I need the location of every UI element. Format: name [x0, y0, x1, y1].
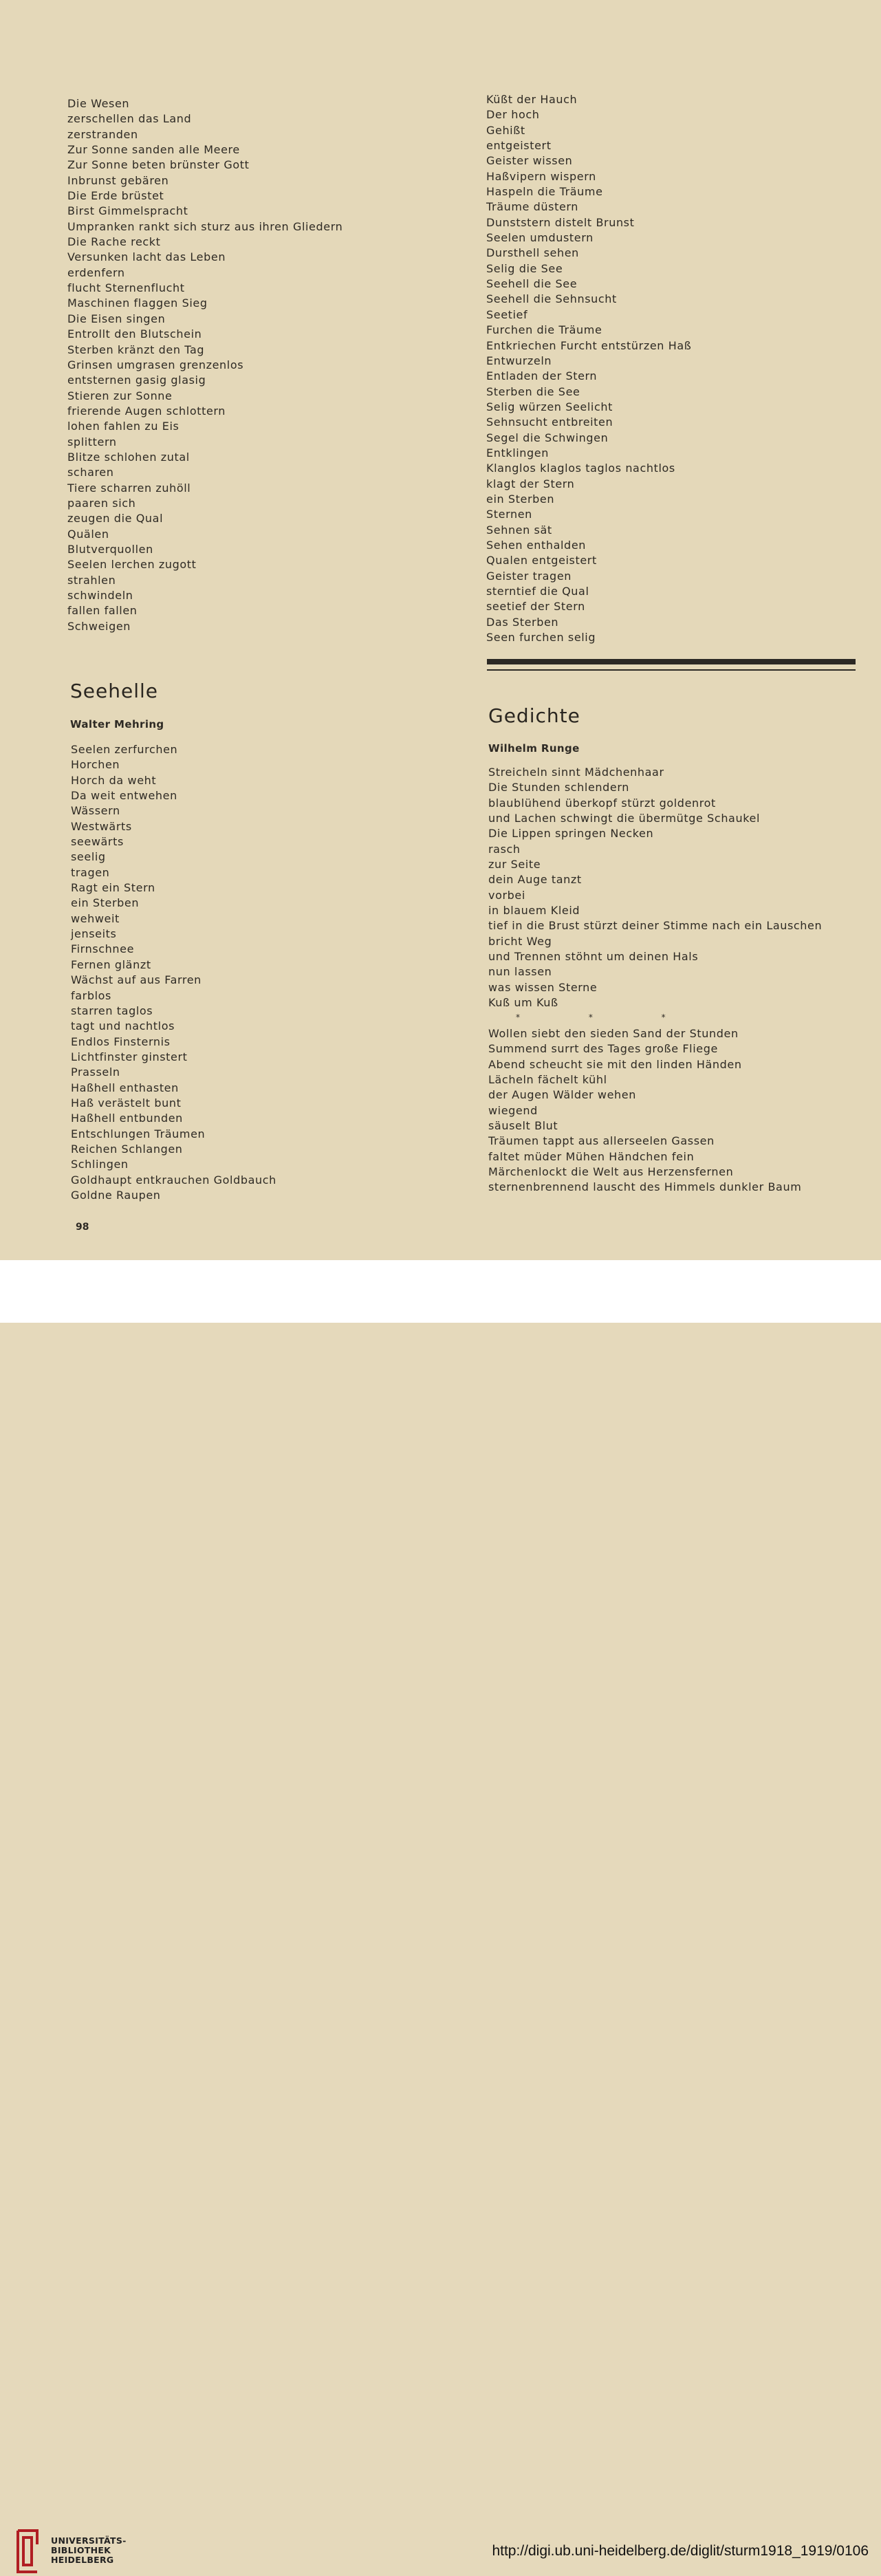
poem-author-mehring: Walter Mehring: [70, 718, 164, 730]
poem-line: Endlos Finsternis: [71, 1035, 171, 1048]
poem-line: Umpranken rankt sich sturz aus ihren Gliedern: [67, 219, 343, 233]
poem-line: Träumen tappt aus allerseelen Gassen: [488, 1134, 715, 1148]
poem-line: wiegend: [488, 1103, 538, 1117]
poem-line: Blitze schlohen zutal: [67, 450, 190, 464]
library-name-line2: BIBLIOTHEK: [51, 2545, 111, 2555]
poem-line: und Trennen stöhnt um deinen Hals: [488, 950, 699, 964]
poem-line: Geister wissen: [486, 154, 573, 168]
poem-line: in blauem Kleid: [488, 904, 580, 918]
poem-line: Sehnen sät: [486, 523, 552, 537]
poem-line: Goldne Raupen: [71, 1188, 161, 1202]
poem-line: Grinsen umgrasen grenzenlos: [67, 358, 244, 371]
poem-line: Märchenlockt die Welt aus Herzensfernen: [488, 1165, 734, 1178]
poem-author-runge: Wilhelm Runge: [488, 742, 580, 755]
poem-line: Wässern: [71, 804, 120, 818]
poem-line: Wächst auf aus Farren: [71, 973, 202, 987]
poem-line: dein Auge tanzt: [488, 873, 582, 887]
poem-line: erdenfern: [67, 266, 125, 279]
poem-line: splittern: [67, 435, 117, 448]
poem-line: Sterben kränzt den Tag: [67, 343, 205, 356]
poem-line: Birst Gimmelspracht: [67, 204, 188, 218]
poem-line: Wollen siebt den sieden Sand der Stunden: [488, 1026, 739, 1040]
poem-line: Dunststern distelt Brunst: [486, 215, 635, 229]
poem-line: Westwärts: [71, 819, 132, 833]
poem-line: seelig: [71, 850, 106, 864]
poem-line: Klanglos klaglos taglos nachtlos: [486, 462, 675, 475]
footer-bar: [0, 1260, 881, 2565]
poem-line: jenseits: [71, 927, 117, 941]
poem-line: rasch: [488, 842, 521, 856]
poem-line: Segel die Schwingen: [486, 431, 609, 444]
poem-line: Die Rache reckt: [67, 235, 161, 249]
library-name-line1: UNIVERSITÄTS-: [51, 2535, 127, 2546]
poem-line: Sehen enthalden: [486, 538, 586, 552]
poem-line: Haßvipern wispern: [486, 169, 596, 183]
poem-line: zerstranden: [67, 127, 138, 141]
poem-line: Träume düstern: [486, 200, 579, 214]
poem-line: Reichen Schlangen: [71, 1142, 183, 1156]
poem-line: vorbei: [488, 888, 525, 902]
poem-line: säuselt Blut: [488, 1118, 558, 1132]
poem-line: zur Seite: [488, 858, 541, 872]
poem-line: Da weit entwehen: [71, 789, 177, 803]
poem-line: Entladen der Stern: [486, 369, 598, 383]
poem-line: flucht Sternenflucht: [67, 281, 185, 295]
library-logo-icon: [10, 2526, 44, 2576]
page-number: 98: [76, 1222, 89, 1233]
poem-continuation-left: [67, 96, 342, 634]
poem-line: Haspeln die Träume: [486, 185, 603, 199]
poem-line: tagt und nachtlos: [71, 1019, 175, 1033]
poem-line: Inbrunst gebären: [67, 173, 169, 187]
poem-line: Sterben die See: [486, 385, 580, 398]
poem-line: Blutverquollen: [67, 542, 153, 556]
source-url-link[interactable]: http://digi.ub.uni-heidelberg.de/diglit/sturm1918_1919/0106: [492, 2543, 869, 2559]
poem-body-gedichte: [488, 765, 822, 1195]
poem-line: Streicheln sinnt Mädchenhaar: [488, 766, 664, 779]
poem-line: Selig die See: [486, 261, 563, 275]
poem-line: Geister tragen: [486, 569, 572, 583]
poem-line: Tiere scharren zuhöll: [67, 481, 191, 495]
poem-line: Die Wesen: [67, 97, 130, 110]
poem-line: Schlingen: [71, 1158, 129, 1171]
poem-line: sternenbrennend lauscht des Himmels dunkler Baum: [488, 1180, 802, 1194]
poem-line: zeugen die Qual: [67, 512, 164, 526]
poem-line: Lichtfinster ginstert: [71, 1050, 188, 1063]
poem-line: Gehißt: [486, 123, 525, 137]
poem-line: Haßhell entbunden: [71, 1112, 183, 1125]
poem-line: Furchen die Träume: [486, 323, 602, 337]
poem-line: starren taglos: [71, 1004, 153, 1017]
poem-line: Entschlungen Träumen: [71, 1127, 206, 1140]
poem-body-seehelle: [71, 742, 276, 1203]
poem-line: tragen: [71, 865, 110, 879]
poem-line: Horchen: [71, 758, 120, 772]
poem-line: Sternen: [486, 508, 532, 521]
poem-line: Firnschnee: [71, 942, 135, 956]
poem-line: und Lachen schwingt die übermütge Schaukel: [488, 812, 760, 825]
poem-line: Schweigen: [67, 619, 131, 633]
poem-line: Entkriechen Furcht entstürzen Haß: [486, 338, 692, 352]
poem-line: entgeistert: [486, 139, 552, 153]
poem-line: Entrollt den Blutschein: [67, 327, 202, 341]
poem-line: fallen fallen: [67, 604, 138, 618]
poem-line: Zur Sonne beten brünster Gott: [67, 158, 250, 172]
poem-line: strahlen: [67, 573, 116, 587]
poem-line: ein Sterben: [71, 896, 140, 910]
poem-line: Summend surrt des Tages große Fliege: [488, 1042, 718, 1056]
poem-line: frierende Augen schlottern: [67, 404, 226, 418]
poem-line: Die Stunden schlendern: [488, 781, 629, 794]
poem-title-seehelle: Seehelle: [70, 680, 158, 702]
poem-line: Ragt ein Stern: [71, 881, 155, 895]
poem-line: Fernen glänzt: [71, 957, 151, 971]
poem-line: Versunken lacht das Leben: [67, 250, 226, 264]
poem-line: Die Erde brüstet: [67, 189, 164, 203]
poem-line: zerschellen das Land: [67, 112, 192, 126]
poem-line: Horch da weht: [71, 773, 157, 787]
poem-line: ein Sterben: [486, 492, 555, 506]
poem-line: Seelen zerfurchen: [71, 743, 178, 756]
poem-line: Stieren zur Sonne: [67, 389, 173, 402]
poem-line: was wissen Sterne: [488, 980, 598, 994]
poem-line: entsternen gasig glasig: [67, 374, 206, 387]
poem-line: Maschinen flaggen Sieg: [67, 296, 208, 310]
poem-line: wehweit: [71, 911, 120, 925]
poem-line: Die Eisen singen: [67, 312, 166, 325]
poem-line: Die Lippen springen Necken: [488, 827, 654, 841]
library-name: [51, 2536, 127, 2565]
poem-line: scharen: [67, 466, 114, 479]
poem-line: nun lassen: [488, 965, 552, 979]
library-name-line3: HEIDELBERG: [51, 2555, 114, 2565]
poem-line: Lächeln fächelt kühl: [488, 1072, 607, 1086]
poem-line: Dursthell sehen: [486, 246, 579, 260]
poem-line: tief in die Brust stürzt deiner Stimme nach ein Lauschen: [488, 919, 823, 933]
poem-line: blaublühend überkopf stürzt goldenrot: [488, 796, 716, 810]
poem-line: Seen furchen selig: [486, 631, 596, 645]
poem-line: Entklingen: [486, 446, 549, 459]
poem-line: Küßt der Hauch: [486, 93, 578, 106]
poem-line: Haß verästelt bunt: [71, 1096, 182, 1110]
poem-line: Seehell die See: [486, 277, 578, 291]
poem-line: sterntief die Qual: [486, 585, 589, 598]
poem-line: faltet müder Mühen Händchen fein: [488, 1149, 695, 1163]
section-divider: [487, 659, 856, 664]
poem-line: seewärts: [71, 835, 124, 849]
poem-line: Seelen lerchen zugott: [67, 558, 197, 572]
poem-line: Haßhell enthasten: [71, 1081, 179, 1094]
poem-line: paaren sich: [67, 496, 136, 510]
poem-line: farblos: [71, 988, 111, 1002]
poem-line: Prasseln: [71, 1065, 120, 1079]
poem-line: Sehnsucht entbreiten: [486, 415, 613, 429]
scanned-page: [0, 0, 881, 1260]
poem-title-gedichte: Gedichte: [488, 704, 580, 727]
poem-line: Seehell die Sehnsucht: [486, 292, 617, 306]
poem-line: schwindeln: [67, 589, 133, 602]
poem-continuation-right: [486, 92, 691, 645]
poem-line: Abend scheucht sie mit den linden Händen: [488, 1057, 742, 1071]
poem-line: lohen fahlen zu Eis: [67, 420, 180, 433]
poem-line: der Augen Wälder wehen: [488, 1088, 636, 1102]
poem-line: bricht Weg: [488, 934, 552, 948]
poem-line: Goldhaupt entkrauchen Goldbauch: [71, 1173, 276, 1187]
poem-line: Zur Sonne sanden alle Meere: [67, 143, 240, 157]
poem-line: Kuß um Kuß: [488, 996, 558, 1010]
poem-line: Das Sterben: [486, 615, 559, 629]
stanza-separator-stars: * * *: [516, 1013, 699, 1022]
poem-line: Seetief: [486, 307, 528, 321]
poem-line: Entwurzeln: [486, 354, 552, 367]
poem-line: Seelen umdustern: [486, 231, 594, 245]
poem-line: Quälen: [67, 527, 109, 541]
poem-line: Der hoch: [486, 108, 540, 122]
section-divider-thin: [487, 669, 856, 671]
poem-line: klagt der Stern: [486, 477, 575, 490]
poem-line: Selig würzen Seelicht: [486, 400, 613, 413]
poem-line: seetief der Stern: [486, 600, 585, 614]
poem-line: Qualen entgeistert: [486, 554, 597, 567]
